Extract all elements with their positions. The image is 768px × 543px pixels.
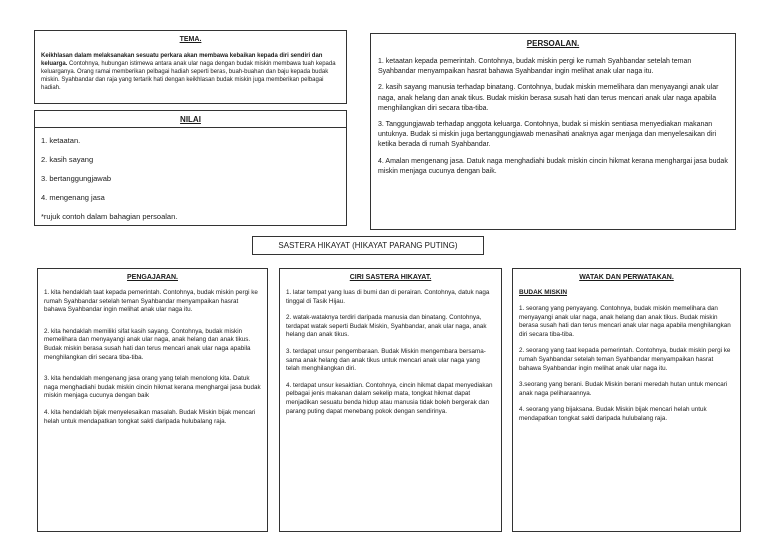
ciri-title: CIRI SASTERA HIKAYAT. [349, 274, 432, 281]
persoalan-item: 2. kasih sayang manusia terhadap binatang. Contohnya, budak miskin memelihara dan menyayangi anak ular naga, anak helang dan anak tikus. Budak miskin berasa susah hati dan terus mencari anak ular naga apabila menghilangkan diri secara tiba-tiba. [378, 84, 719, 112]
ciri-item: 2. watak-wataknya terdiri daripada manusia dan binatang. Contohnya, terdapat watak seperti Budak Miskin, Syahbandar, anak ular naga, anak helang dan anak tikus. [286, 314, 487, 339]
watak-item: 2. seorang yang taat kepada pemerintah. Contohnya, budak miskin pergi ke rumah Syahbandar setelah teman Syahbandar menyampaikan hasrat bahawa Syahbandar ingin melihat anak ular naga itu. [519, 347, 731, 372]
ciri-box [279, 268, 502, 532]
nilai-item: 3. bertanggungjawab [41, 174, 112, 183]
ciri-item: 3. terdapat unsur pengembaraan. Budak Miskin mengembara bersama-sama anak helang dan anak tikus untuk mencari anak ular naga yang telah menghilangkan diri. [286, 347, 486, 373]
tema-text-bold: Keikhlasan dalam melaksanakan sesuatu perkara akan membawa kebaikan kepada diri sendiri dan keluarga. [41, 53, 323, 67]
watak-box [512, 268, 741, 532]
pengajaran-item: 1. kita hendaklah taat kepada pemerintah. Contohnya, budak miskin pergi ke rumah Syahbandar setelah teman Syahbandar menyampaikan hasrat bahawa Syahbandar ingin melihat anak ular naga itu. [44, 289, 258, 314]
nilai-note: *rujuk contoh dalam bahagian persoalan. [41, 212, 178, 221]
persoalan-box [370, 33, 736, 230]
nilai-title: NILAI [35, 115, 346, 128]
persoalan-item: 1. ketaatan kepada pemerintah. Contohnya, budak miskin pergi ke rumah Syahbandar setelah teman Syahbandar menyampaikan hasrat bahawa Syahbandar ingin melihat anak ular naga itu. [378, 58, 692, 76]
ciri-item: 1. latar tempat yang luas di bumi dan di perairan. Contohnya, datuk naga tinggal di Tasik Hijau. [286, 289, 490, 305]
nilai-item: 1. ketaatan. [41, 136, 81, 145]
pengajaran-item: 2. kita hendaklah memiliki sifat kasih sayang. Contohnya, budak miskin memelihara dan menyayangi anak ular naga, anak helang dan anak tikus. Budak miskin berasa susah hati dan terus mencari anak ular naga apabila menghilangkan diri secara tiba-tiba. [44, 327, 251, 361]
nilai-box [34, 110, 347, 226]
watak-item: 1. seorang yang penyayang. Contohnya, budak miskin memelihara dan menyayangi anak ular naga, anak helang dan anak tikus. Budak miskin berasa susah hati dan terus mencari anak ular naga apabila menghilangkan diri secara tiba-tiba. [519, 305, 731, 338]
pengajaran-box [37, 268, 268, 532]
nilai-item: 2. kasih sayang [41, 155, 94, 164]
persoalan-item: 4. Amalan mengenang jasa. Datuk naga menghadiahi budak miskin cincin hikmat kerana menghargai jasa budak miskin menjaga cucunya dengan baik. [378, 157, 728, 175]
tema-text-rest: Contohnya, hubungan istimewa antara anak ular naga dengan budak miskin membawa tuah kepada keluarganya. Orang ramai memberikan pelbagai hadiah seperti beras, buah-buahan dan baju kepada budak miskin. Syahbandar dan raja yang tertarik hati dengan keikhlasan budak miskin juga memberikan pelbagai hadiah. [41, 61, 336, 91]
ciri-item: 4. terdapat unsur kesaktian. Contohnya, cincin hikmat dapat menyediakan pelbagai jenis makanan dalam sekelip mata, tongkat hikmat dapat menjadikan sesuatu benda hidup atau manusia tidak boleh bergerak dan parang puting dapat menebang pokok dengan sendirinya. [286, 381, 493, 415]
page-title: SASTERA HIKAYAT (HIKAYAT PARANG PUTING) [252, 236, 484, 255]
pengajaran-item: 3. kita hendaklah mengenang jasa orang yang telah menolong kita. Datuk naga menghadiahi budak miskin cincin hikmat kerana menghargai jasa budak miskin menjaga cucunya dengan baik [44, 375, 261, 400]
tema-text [41, 52, 340, 92]
watak-title: WATAK DAN PERWATAKAN. [579, 274, 674, 281]
persoalan-item: 3. Tanggungjawab terhadap anggota keluarga. Contohnya, budak si miskin sentiasa menyediakan makanan untuknya. Budak si miskin juga bertanggungjawab menasihati anaknya agar menjaga dan menyelesaikan diri ketika berada di rumah Syahbandar. [378, 121, 717, 149]
nilai-item: 4. mengenang jasa [41, 193, 105, 202]
tema-box [34, 30, 347, 104]
watak-item: 4. seorang yang bijaksana. Budak Miskin bijak mencari helah untuk mendapatkan tongkat sakti daripada hulubalang raja. [519, 406, 707, 422]
pengajaran-title: PENGAJARAN. [127, 274, 178, 281]
tema-title: TEMA. [179, 36, 202, 43]
persoalan-title: PERSOALAN. [526, 39, 580, 48]
watak-subtitle: BUDAK MISKIN [519, 289, 568, 296]
watak-item: 3.seorang yang berani. Budak Miskin berani meredah hutan untuk mencari anak naga peliharaannya. [519, 381, 728, 397]
pengajaran-item: 4. kita hendaklah bijak menyelesaikan masalah. Budak Miskin bijak mencari helah untuk mendapatkan tongkat sakti daripada hulubalang raja. [44, 408, 256, 425]
